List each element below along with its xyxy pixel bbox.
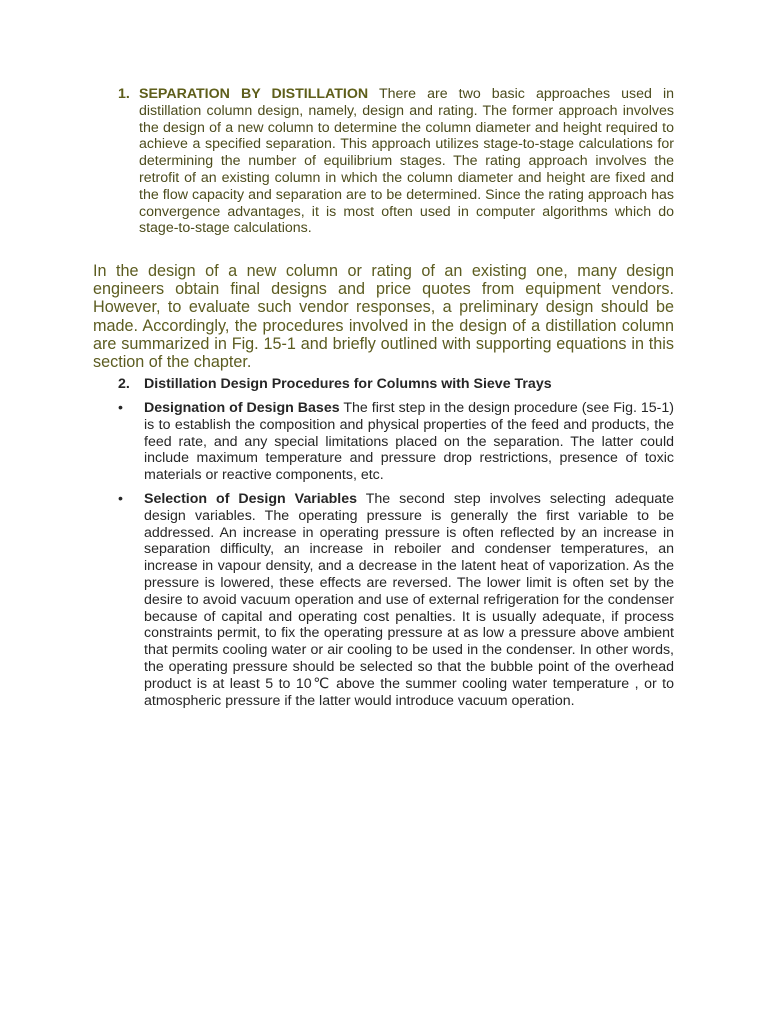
bullet-body [144,491,674,709]
bullet-body [144,400,674,484]
item-body [139,86,674,237]
bullet-title: Selection of Design Variables [144,491,357,507]
bullet-marker: • [118,400,123,416]
item-number: 1. [118,86,130,102]
numbered-item-design-procedures [118,376,674,393]
bullet-designation-of-design-bases [118,400,674,484]
bullet-text: The second step involves selecting adequate design variables. The operating pressure is generally the first variable to be addressed. An increase in operating pressure is often reflected by an increase in separation difficulty, an increase in reboiler and condenser temperatures, an increase in vapour density, and a decrease in the latent heat of vaporization. As the pressure is lowered, these effects are reversed. The lower limit is often set by the desire to avoid vacuum operation and use of external refrigeration for the condenser because of capital and operating cost penalties. It is usually adequate, if process constraints permit, to fix the operating pressure at as low a pressure above ambient that permits cooling water or air cooling to be used in the condenser. In other words, the operating pressure should be selected so that the bubble point of the overhead product is at least 5 to 10℃ above the summer cooling water temperature , or to atmospheric pressure if the latter would introduce vacuum operation. [144,491,675,709]
item-title: SEPARATION BY DISTILLATION [139,86,369,102]
item-text: There are two basic approaches used in distillation column design, namely, design and rating. The former approach involves the design of a new column to determine the column diameter and height required to achieve a specified separation. This approach utilizes stage-to-stage calculations for determining the number of equilibrium stages. The rating approach involves the retrofit of an existing column in which the column diameter and height are fixed and the flow capacity and separation are to be determined. Since the rating approach has convergence advantages, it is most often used in computer algorithms which do stage-to-stage calculations. [139,86,675,237]
bullet-marker: • [118,491,123,507]
bullet-text: The first step in the design procedure (see Fig. 15-1) is to establish the composition and physical properties of the feed and products, the feed rate, and any special limitations placed on the separation. The latter could include maximum temperature and pressure drop restrictions, presence of toxic materials or reactive components, etc. [144,400,675,484]
bullet-selection-of-design-variables [118,491,674,709]
item-title: Distillation Design Procedures for Columns with Sieve Trays [144,376,552,392]
bullet-title: Designation of Design Bases [144,400,340,416]
item-number: 2. [118,376,130,392]
body-paragraph: In the design of a new column or rating of an existing one, many design engineers obtain final designs and price quotes from equipment vendors. However, to evaluate such vendor responses, a preliminary design should be made. Accordingly, the procedures involved in the design of a distillation column are summarized in Fig. 15-1 and briefly outlined with supporting equations in this section of the chapter. [93,262,674,372]
numbered-item-separation-by-distillation [118,86,674,237]
